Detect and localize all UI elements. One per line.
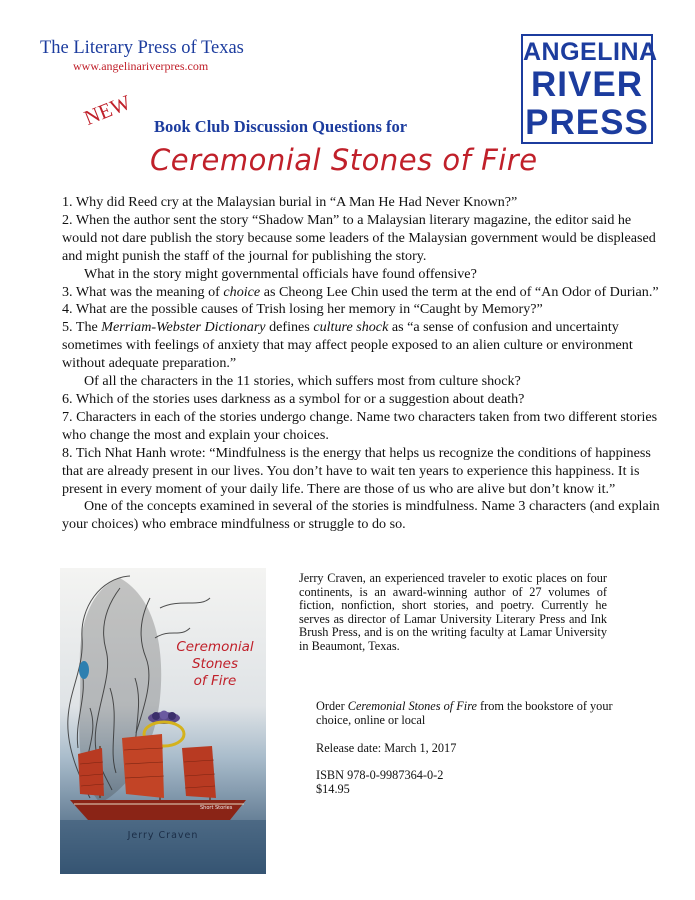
angelina-river-press-logo [521,34,658,144]
cover-title-line-2: Stones [191,656,239,672]
order-book-title: Ceremonial Stones of Fire [347,699,477,713]
publisher-url[interactable]: www.angelinariverpres.com [73,59,209,73]
new-badge: NEW [80,89,134,131]
order-line [316,700,646,728]
question-6: 6. Which of the stories uses darkness as a symbol for or a suggestion about death? [62,390,525,407]
logo-line-3: PRESS [525,103,649,142]
cover-title [160,639,266,690]
author-bio: Jerry Craven, an experienced traveler to exotic places on four continents, is an award-winning author of 27 volumes of fiction, nonfiction, short stories, and poetry. Currently he serves as director of Lamar University Literary Press and Ink Brush Press, and is on the writing faculty at Lamar University in Beaumont, Texas. [299,571,607,653]
page-heading: Book Club Discussion Questions for [154,117,408,136]
question-5-text-b: defines [265,319,314,336]
question-3 [62,284,662,302]
question-5-dictionary: Merriam-Webster Dictionary [101,319,266,336]
release-date: Release date: March 1, 2017 [316,740,457,755]
question-5-text-c: as “a sense of confusion and uncertainty sometimes with feelings of anxiety that may affect people exposed to an alien culture or environment without adequate preparation.” [62,319,633,372]
order-info [316,700,646,797]
cover-subtitle: Short Stories [200,805,233,811]
question-4: 4. What are the possible causes of Trish losing her memory in “Caught by Memory?” [62,301,543,318]
cover-author: Jerry Craven [127,830,199,841]
price: $14.95 [316,782,350,797]
question-7: 7. Characters in each of the stories undergo change. Name two characters taken from two different stories who change the most and explain your choices. [62,408,658,443]
question-8: 8. Tich Nhat Hanh wrote: “Mindfulness is the energy that helps us recognize the conditions of happiness that are already present in our lives. You don’t have to wait ten years to experience this happiness. It is present in every moment of your daily life. There are those of us who are alive but don’t know it.” [62,444,651,497]
question-3-emphasis: choice [223,283,261,300]
question-5-followup: Of all the characters in the 11 stories, which suffers most from culture shock? [84,373,521,390]
book-title: Ceremonial Stones of Fire [150,143,538,177]
question-1: 1. Why did Reed cry at the Malaysian burial in “A Man He Had Never Known?” [62,194,518,210]
question-5 [62,319,662,373]
cover-title-line-3: of Fire [193,673,237,689]
question-3-text-b: as Cheong Lee Chin used the term at the end of “An Odor of Durian.” [260,283,659,300]
question-5-term: culture shock [313,319,389,336]
logo-line-2: RIVER [531,65,643,104]
logo-line-1: ANGELINA [523,38,658,66]
isbn: ISBN 978-0-9987364-0-2 [316,768,444,783]
question-3-text-a: 3. What was the meaning of [62,283,224,300]
question-2-followup: What in the story might governmental officials have found offensive? [84,265,477,282]
book-cover-image [60,568,266,874]
order-text-b: from the bookstore of your choice, online or local [316,699,613,727]
publisher-name: The Literary Press of Texas [40,38,244,58]
cover-title-line-1: Ceremonial [176,639,254,655]
book-cover-art [60,568,266,874]
question-2: 2. When the author sent the story “Shadow Man” to a Malaysian literary magazine, the editor said he would not dare publish the story because some leaders of the Malaysian government would be displeased and might punish the staff of the journal for publishing the story. [62,211,656,264]
discussion-questions [62,194,662,534]
question-8-followup: One of the concepts examined in several of the stories is mindfulness. Name 3 characters (and explain your choices) who embrace mindfulness or struggle to do so. [62,498,660,533]
order-text-a: Order [316,699,348,713]
question-5-text-a: 5. The [62,319,102,336]
